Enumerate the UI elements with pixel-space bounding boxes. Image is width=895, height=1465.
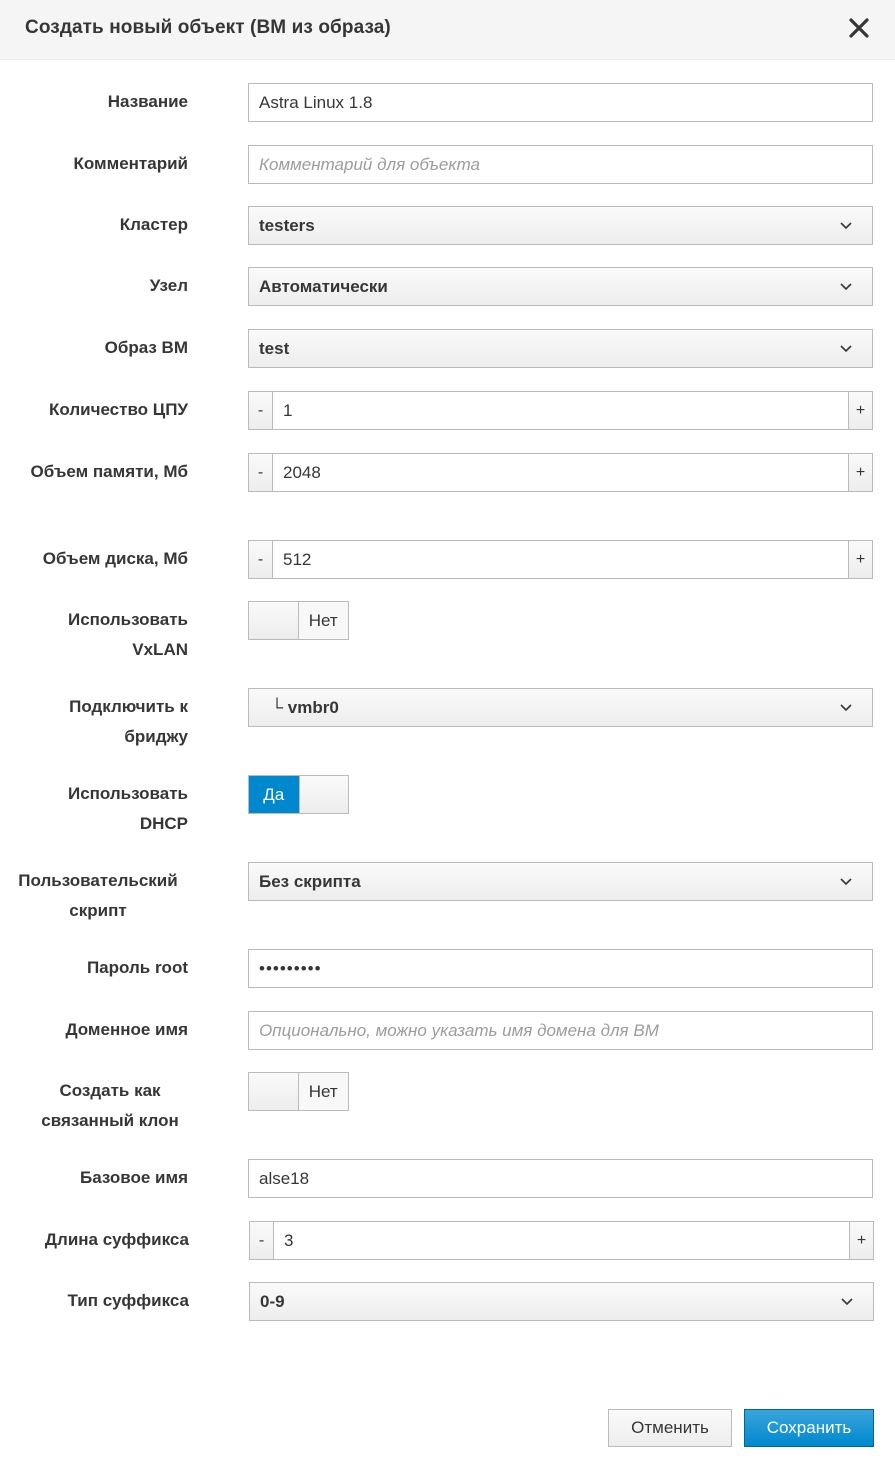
field-disk-label: Объем диска, Мб [42, 549, 188, 568]
field-comment-label: Комментарий [73, 154, 188, 173]
base-name-input[interactable] [248, 1159, 873, 1198]
image-select[interactable] [248, 329, 873, 368]
chevron-down-icon [840, 877, 852, 887]
cpu-input[interactable]: 1 [273, 391, 848, 430]
dhcp-toggle-knob [299, 776, 349, 813]
comment-input[interactable] [248, 145, 873, 184]
field-root-password-label: Пароль root [86, 958, 188, 977]
bridge-select[interactable] [248, 688, 873, 727]
disk-decrement-button[interactable]: - [248, 540, 273, 579]
vxlan-toggle[interactable] [248, 601, 349, 640]
vxlan-toggle-knob [249, 602, 299, 639]
linked-clone-toggle-state: Нет [299, 1073, 349, 1110]
node-select[interactable] [248, 267, 873, 306]
cluster-select-value: testers [259, 215, 315, 235]
field-cluster-label: Кластер [119, 215, 188, 234]
memory-decrement-button[interactable]: - [248, 453, 273, 492]
chevron-down-icon [840, 282, 852, 292]
chevron-down-icon [840, 344, 852, 354]
memory-input[interactable]: 2048 [273, 453, 848, 492]
suffix-length-increment-button[interactable]: + [849, 1221, 874, 1260]
dialog-header [0, 0, 895, 60]
dhcp-toggle-state: Да [249, 776, 299, 813]
chevron-down-icon [841, 1297, 853, 1307]
field-linked-clone-label: Создать как связанный клон [41, 1081, 179, 1130]
suffix-type-select[interactable] [249, 1282, 874, 1321]
image-select-value: test [259, 338, 290, 358]
cpu-decrement-button[interactable]: - [248, 391, 273, 430]
field-base-name-label: Базовое имя [79, 1168, 188, 1187]
bridge-select-value: └ vmbr0 [271, 697, 339, 717]
dialog-title: Создать новый объект (ВМ из образа) [25, 17, 391, 38]
field-bridge-label: Подключить к бриджу [69, 697, 188, 746]
dhcp-toggle[interactable] [248, 775, 349, 814]
cluster-select[interactable] [248, 206, 873, 245]
field-name-label: Название [107, 92, 188, 111]
script-select-value: Без скрипта [259, 871, 361, 891]
suffix-length-input[interactable]: 3 [274, 1221, 849, 1260]
linked-clone-toggle[interactable] [248, 1072, 349, 1111]
field-suffix-type-label: Тип суффикса [67, 1291, 189, 1310]
cancel-button[interactable]: Отменить [608, 1409, 732, 1447]
field-domain-label: Доменное имя [65, 1020, 188, 1039]
root-password-input[interactable] [248, 949, 873, 988]
save-button[interactable]: Сохранить [744, 1409, 874, 1447]
suffix-length-stepper [249, 1221, 874, 1260]
vxlan-toggle-state: Нет [299, 602, 349, 639]
memory-increment-button[interactable]: + [848, 453, 873, 492]
suffix-type-select-value: 0-9 [260, 1291, 285, 1311]
memory-stepper [248, 453, 873, 492]
field-memory-label: Объем памяти, Мб [30, 462, 188, 481]
field-dhcp-label: Использовать DHCP [67, 784, 188, 833]
name-input[interactable] [248, 83, 873, 122]
disk-increment-button[interactable]: + [848, 540, 873, 579]
disk-input[interactable]: 512 [273, 540, 848, 579]
field-node-label: Узел [149, 276, 188, 295]
disk-stepper [248, 540, 873, 579]
field-cpu-label: Количество ЦПУ [48, 400, 188, 419]
suffix-length-decrement-button[interactable]: - [249, 1221, 274, 1260]
field-script-label: Пользовательский скрипт [18, 871, 178, 920]
chevron-down-icon [840, 703, 852, 713]
linked-clone-toggle-knob [249, 1073, 299, 1110]
field-suffix-length-label: Длина суффикса [44, 1230, 189, 1249]
field-vxlan-label: Использовать VxLAN [67, 610, 188, 659]
cpu-stepper [248, 391, 873, 430]
chevron-down-icon [840, 221, 852, 231]
close-icon[interactable] [845, 14, 873, 42]
cpu-increment-button[interactable]: + [848, 391, 873, 430]
script-select[interactable] [248, 862, 873, 901]
field-image-label: Образ ВМ [104, 338, 188, 357]
node-select-value: Автоматически [259, 276, 388, 296]
domain-input[interactable] [248, 1011, 873, 1050]
